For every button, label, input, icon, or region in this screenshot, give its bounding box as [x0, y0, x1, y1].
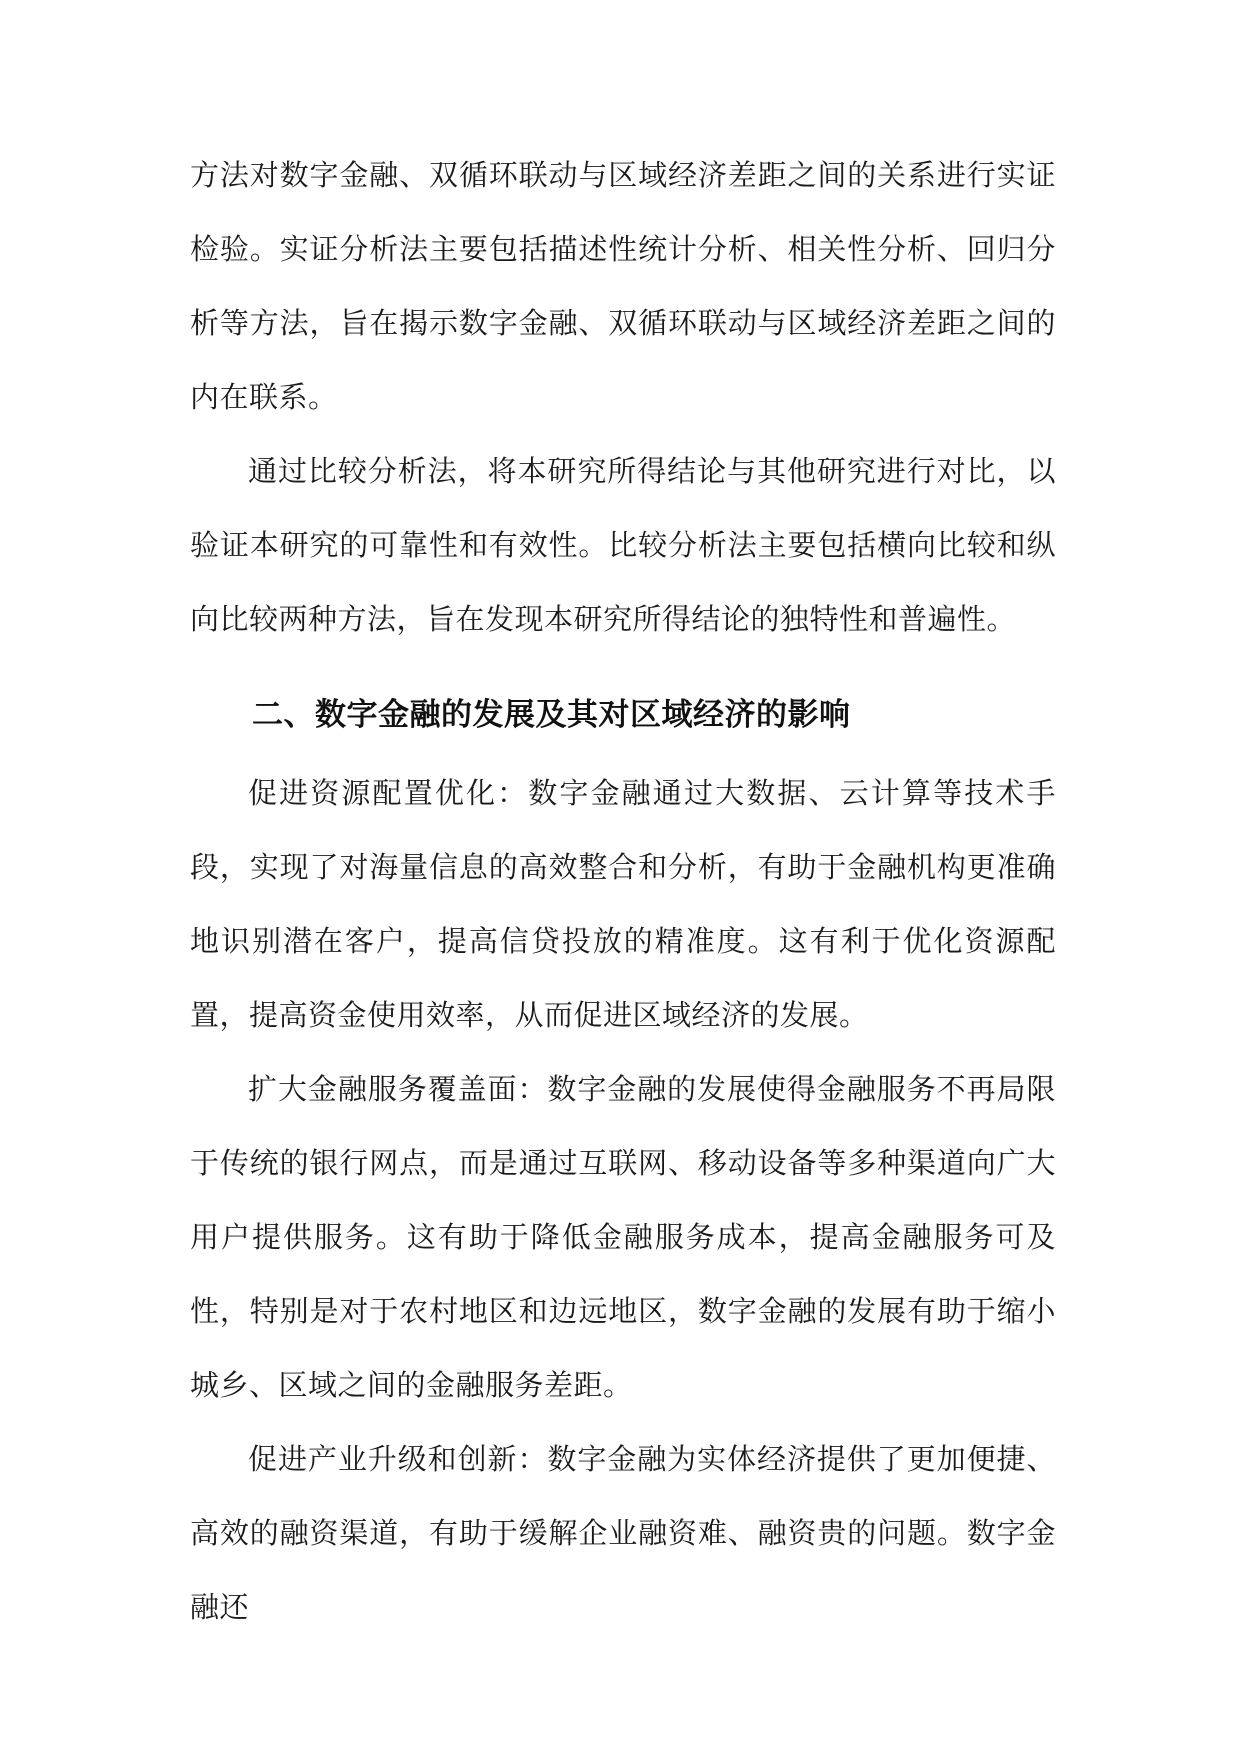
paragraph-service-coverage: 扩大金融服务覆盖面：数字金融的发展使得金融服务不再局限于传统的银行网点，而是通过互联网、移动设备等多种渠道向广大用户提供服务。这有助于降低金融服务成本，提高金融服务可及性，特别是对于农村地区和边远地区，数字金融的发展有助于缩小城乡、区域之间的金融服务差距。 — [190, 1072, 1056, 1402]
paragraph-comparative-analysis: 通过比较分析法，将本研究所得结论与其他研究进行对比，以验证本研究的可靠性和有效性。比较分析法主要包括横向比较和纵向比较两种方法，旨在发现本研究所得结论的独特性和普遍性。 — [190, 454, 1056, 636]
document-body — [190, 138, 1056, 1644]
paragraph-resource-allocation: 促进资源配置优化：数字金融通过大数据、云计算等技术手段，实现了对海量信息的高效整合和分析，有助于金融机构更准确地识别潜在客户，提高信贷投放的精准度。这有利于优化资源配置，提高资金使用效率，从而促进区域经济的发展。 — [190, 776, 1056, 1032]
section-heading: 二、数字金融的发展及其对区域经济的影响 — [252, 697, 851, 733]
paragraph-empirical-analysis: 方法对数字金融、双循环联动与区域经济差距之间的关系进行实证检验。实证分析法主要包括描述性统计分析、相关性分析、回归分析等方法，旨在揭示数字金融、双循环联动与区域经济差距之间的内在联系。 — [190, 158, 1056, 414]
paragraph-industry-upgrade: 促进产业升级和创新：数字金融为实体经济提供了更加便捷、高效的融资渠道，有助于缓解企业融资难、融资贵的问题。数字金融还 — [190, 1442, 1056, 1624]
